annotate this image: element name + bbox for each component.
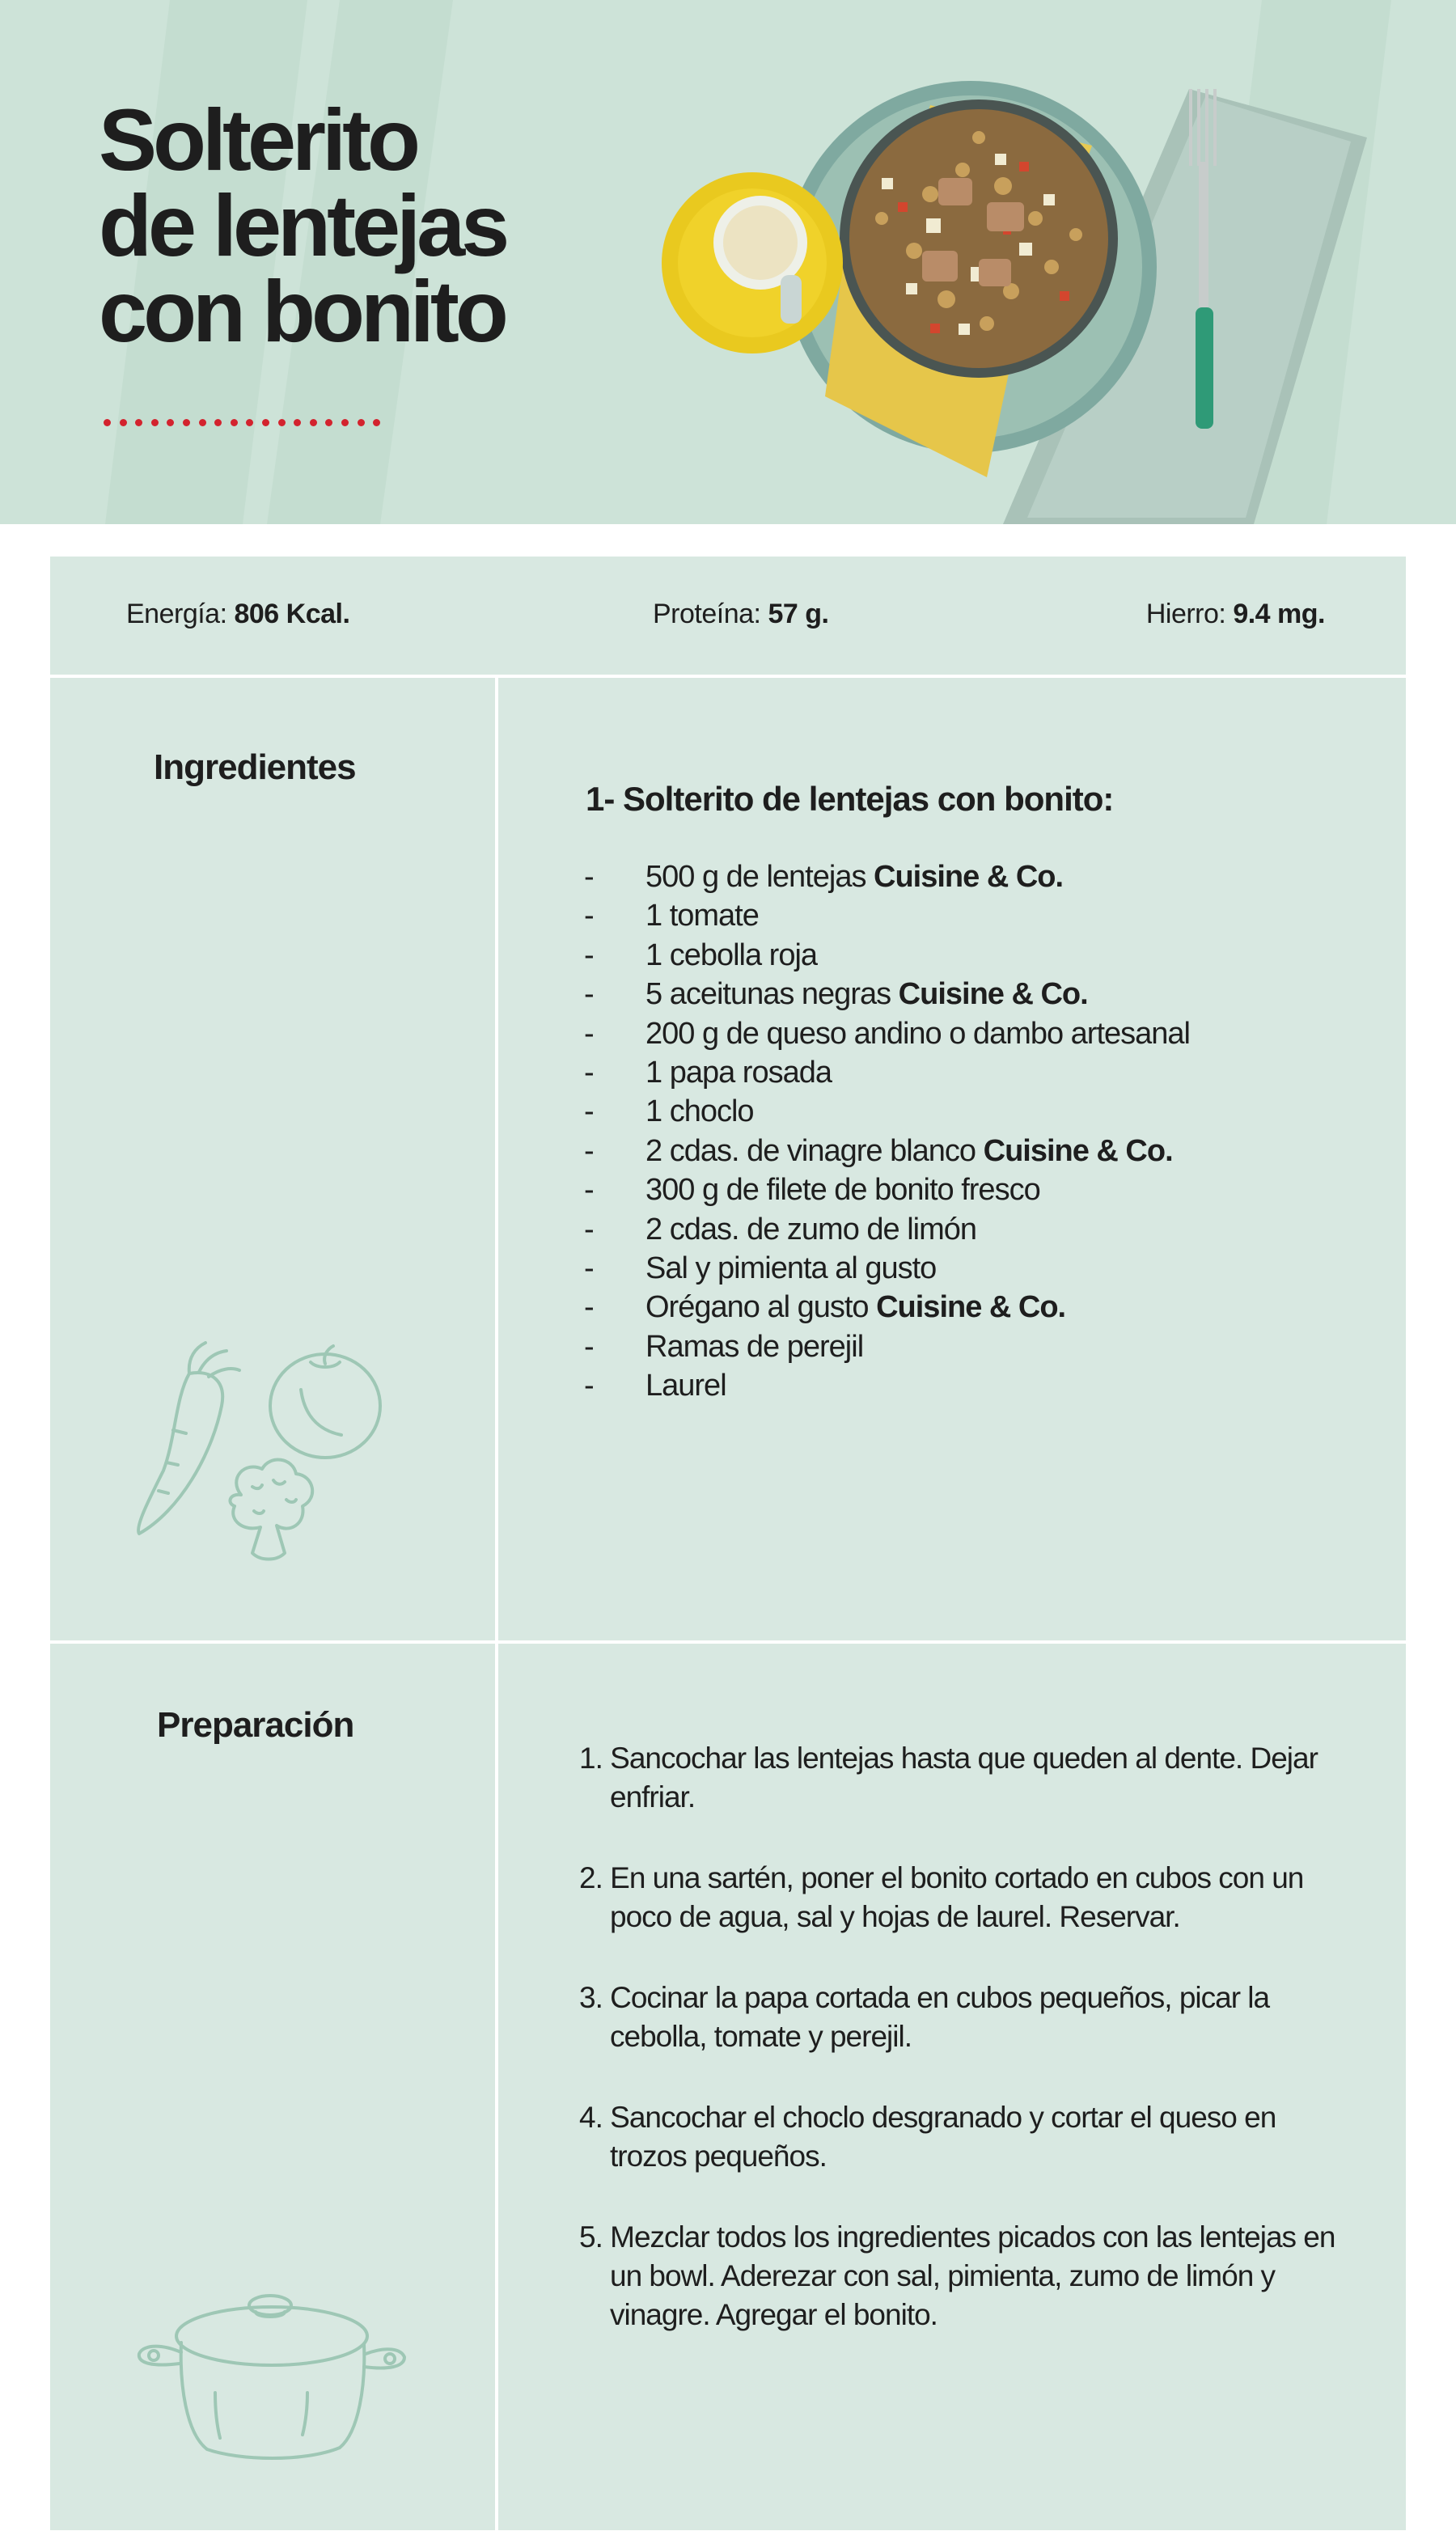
divider [50, 1640, 1406, 1644]
bullet-dash: - [584, 1016, 594, 1051]
dot [246, 419, 253, 426]
protein-label: Proteína: [653, 599, 761, 629]
decorative-dotted-line [104, 419, 380, 426]
bullet-dash: - [584, 938, 594, 972]
food-dish-photo [639, 57, 1399, 524]
ingredient-text: Ramas de perejil [645, 1329, 864, 1364]
nutrition-bar [50, 557, 1406, 675]
dot [262, 419, 269, 426]
dot [104, 419, 111, 426]
ingredient-text: 5 aceitunas negras [645, 977, 899, 1012]
ingredient-item [584, 1249, 1190, 1288]
dot [214, 419, 222, 426]
preparation-step: 4. Sancochar el choclo desgranado y cortar el queso en trozos pequeños. [579, 2101, 1276, 2173]
ingredient-text: 1 tomate [645, 899, 759, 933]
energy-value: 806 Kcal. [234, 599, 350, 629]
ingredient-text: 1 choclo [645, 1094, 754, 1129]
bullet-dash: - [584, 860, 594, 894]
iron-label: Hierro: [1145, 599, 1226, 629]
energy-label: Energía: [126, 599, 227, 629]
dot [151, 419, 159, 426]
ingredient-text: Sal y pimienta al gusto [645, 1251, 937, 1286]
brand-name: Cuisine & Co. [898, 977, 1088, 1012]
ingredient-text: 1 cebolla roja [645, 938, 818, 972]
ingredients-heading: Ingredientes [154, 747, 356, 787]
dot [278, 419, 286, 426]
bullet-dash: - [584, 1173, 594, 1208]
ingredient-item [584, 857, 1190, 896]
ingredient-text: 1 papa rosada [645, 1056, 832, 1090]
bullet-dash: - [584, 1290, 594, 1325]
dot [183, 419, 190, 426]
ingredient-item [584, 896, 1190, 935]
ingredient-text: 2 cdas. de zumo de limón [645, 1212, 977, 1246]
column-divider [495, 675, 498, 2530]
dot [167, 419, 174, 426]
preparation-step: 5. Mezclar todos los ingredientes picados con las lentejas en un bowl. Aderezar con sal, pimienta, zumo de limón y vinagre. Agregar el bonito. [579, 2220, 1335, 2331]
dot [135, 419, 142, 426]
bullet-dash: - [584, 1212, 594, 1246]
bullet-dash: - [584, 977, 594, 1012]
title-line-3: con bonito [99, 262, 505, 360]
ingredient-item [584, 1170, 1190, 1209]
ingredients-list [584, 857, 1190, 1406]
ingredient-item [584, 1366, 1190, 1405]
preparation-step: 1. Sancochar las lentejas hasta que queden al dente. Dejar enfriar. [579, 1742, 1318, 1814]
ingredient-text: 500 g de lentejas [645, 860, 874, 894]
brand-name: Cuisine & Co. [876, 1290, 1066, 1325]
dot [310, 419, 317, 426]
hero-banner [0, 0, 1456, 524]
bullet-dash: - [584, 1329, 594, 1364]
ingredient-text: Laurel [645, 1369, 726, 1403]
dot [325, 419, 332, 426]
nutrition-protein [653, 599, 828, 630]
ingredient-item [584, 936, 1190, 975]
divider [50, 675, 1406, 678]
preparation-heading: Preparación [157, 1705, 354, 1745]
ingredient-item [584, 1327, 1190, 1366]
ingredient-text: Orégano al gusto [645, 1290, 877, 1325]
preparation-steps [579, 1739, 1356, 2377]
bullet-dash: - [584, 1094, 594, 1129]
ingredient-item [584, 1288, 1190, 1327]
recipe-panel [50, 557, 1406, 2530]
dot [358, 419, 365, 426]
ingredient-item [584, 1014, 1190, 1053]
ingredient-text: 2 cdas. de vinagre blanco [645, 1133, 984, 1168]
ingredient-item [584, 1092, 1190, 1131]
dot [199, 419, 206, 426]
ingredient-item [584, 1053, 1190, 1092]
dot [120, 419, 127, 426]
bullet-dash: - [584, 1369, 594, 1403]
bullet-dash: - [584, 1056, 594, 1090]
brand-name: Cuisine & Co. [983, 1133, 1173, 1168]
dot [231, 419, 238, 426]
preparation-step: 3. Cocinar la papa cortada en cubos pequeños, picar la cebolla, tomate y perejil. [579, 1981, 1270, 2053]
nutrition-energy [126, 599, 349, 630]
ingredient-item [584, 1210, 1190, 1249]
dot [341, 419, 349, 426]
protein-value: 57 g. [768, 599, 829, 629]
cooking-pot-icon [134, 2279, 409, 2465]
title-line-2: de lentejas [99, 176, 506, 274]
iron-value: 9.4 mg. [1233, 599, 1325, 629]
bullet-dash: - [584, 1251, 594, 1286]
nutrition-iron [1146, 599, 1325, 630]
dot [294, 419, 301, 426]
ingredient-text: 200 g de queso andino o dambo artesanal [645, 1016, 1190, 1051]
bullet-dash: - [584, 899, 594, 933]
vegetables-icon [131, 1341, 390, 1576]
preparation-step: 2. En una sartén, poner el bonito cortado en cubos con un poco de agua, sal y hojas de laurel. Reservar. [579, 1861, 1304, 1933]
recipe-title [99, 91, 506, 360]
bullet-dash: - [584, 1133, 594, 1168]
brand-name: Cuisine & Co. [874, 860, 1064, 894]
title-line-1: Solterito [99, 91, 417, 188]
dot [373, 419, 380, 426]
recipe-subtitle: 1- Solterito de lentejas con bonito: [586, 780, 1114, 818]
ingredient-item [584, 975, 1190, 1014]
ingredient-text: 300 g de filete de bonito fresco [645, 1173, 1040, 1208]
ingredient-item [584, 1132, 1190, 1170]
